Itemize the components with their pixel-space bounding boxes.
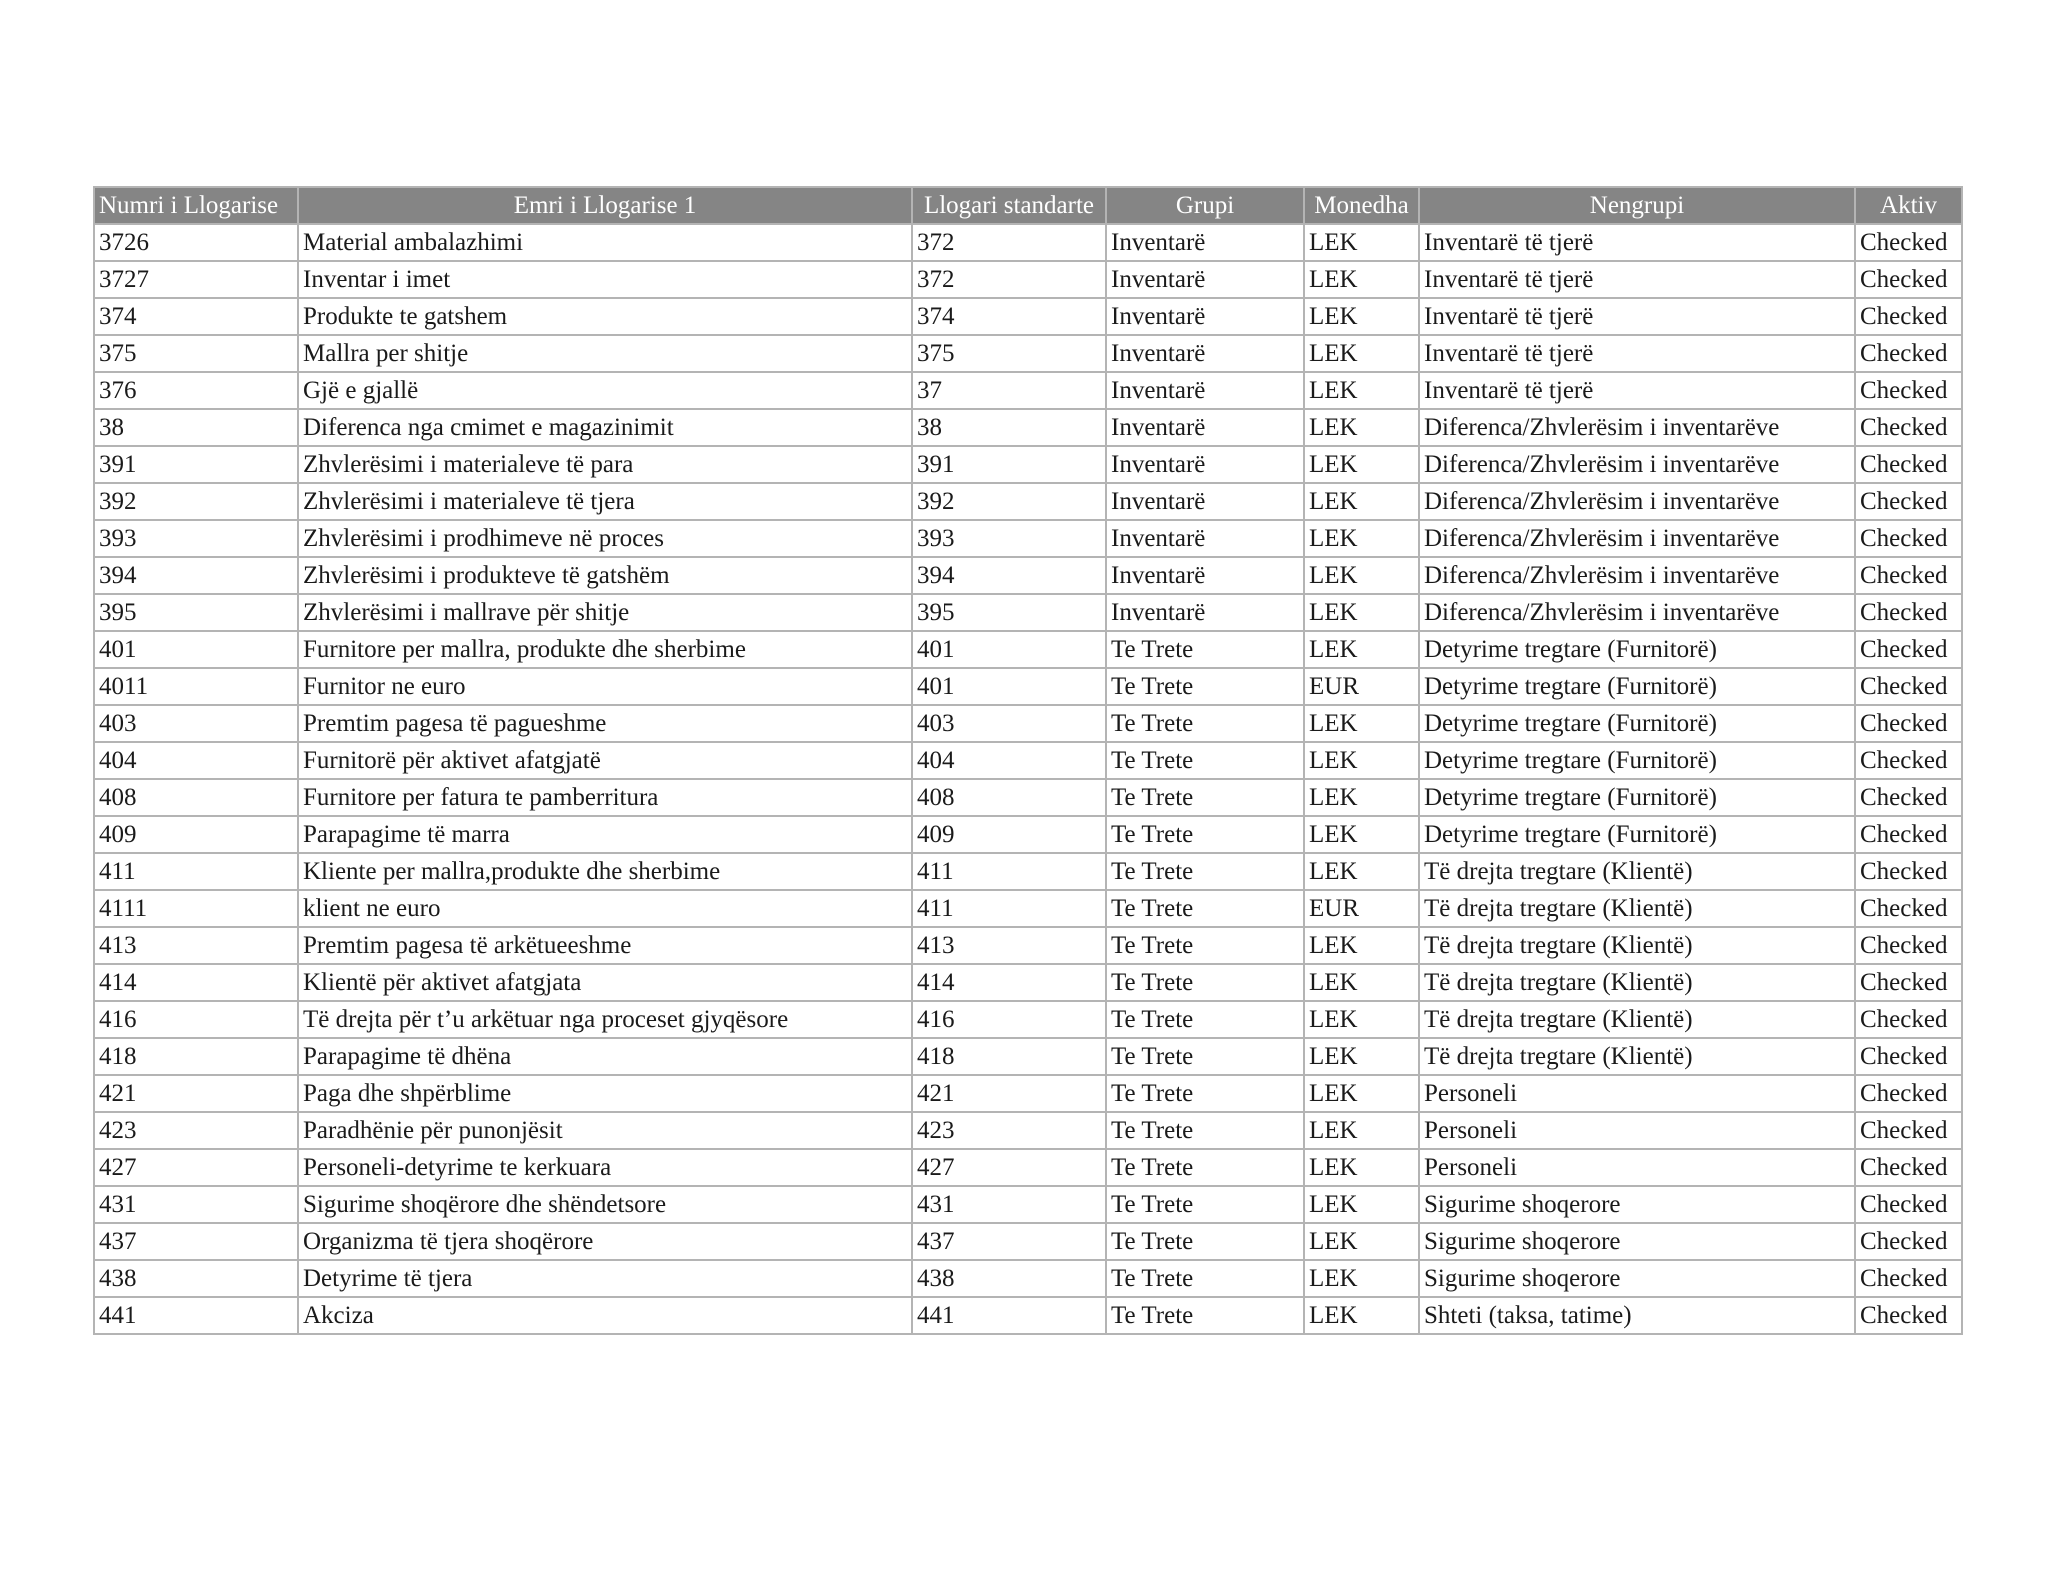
subgroup-cell: Diferenca/Zhvlerësim i inventarëve: [1419, 409, 1855, 446]
group-cell: Te Trete: [1106, 1223, 1304, 1260]
account-name-cell: Sigurime shoqërore dhe shëndetsore: [298, 1186, 912, 1223]
subgroup-cell: Diferenca/Zhvlerësim i inventarëve: [1419, 483, 1855, 520]
column-header-active: Aktiv: [1855, 187, 1962, 224]
account-name-cell: Parapagime të dhëna: [298, 1038, 912, 1075]
active-cell: Checked: [1855, 446, 1962, 483]
subgroup-cell: Të drejta tregtare (Klientë): [1419, 1001, 1855, 1038]
table-row: [94, 853, 1962, 890]
account-name-cell: Organizma të tjera shoqërore: [298, 1223, 912, 1260]
column-header-account-name: Emri i Llogarise 1: [298, 187, 912, 224]
active-cell: Checked: [1855, 372, 1962, 409]
subgroup-cell: Detyrime tregtare (Furnitorë): [1419, 779, 1855, 816]
group-cell: Te Trete: [1106, 1260, 1304, 1297]
standard-account-cell: 416: [912, 1001, 1106, 1038]
account-name-cell: Klientë për aktivet afatgjata: [298, 964, 912, 1001]
currency-cell: LEK: [1304, 853, 1419, 890]
standard-account-cell: 392: [912, 483, 1106, 520]
account-name-cell: Furnitore per mallra, produkte dhe sherbime: [298, 631, 912, 668]
currency-cell: LEK: [1304, 261, 1419, 298]
table-row: [94, 261, 1962, 298]
account-name-cell: Parapagime të marra: [298, 816, 912, 853]
standard-account-cell: 393: [912, 520, 1106, 557]
group-cell: Te Trete: [1106, 890, 1304, 927]
table-row: [94, 779, 1962, 816]
account-number-cell: 431: [94, 1186, 298, 1223]
standard-account-cell: 375: [912, 335, 1106, 372]
subgroup-cell: Detyrime tregtare (Furnitorë): [1419, 705, 1855, 742]
standard-account-cell: 404: [912, 742, 1106, 779]
account-number-cell: 3726: [94, 224, 298, 261]
active-cell: Checked: [1855, 594, 1962, 631]
table-row: [94, 446, 1962, 483]
group-cell: Inventarë: [1106, 520, 1304, 557]
currency-cell: LEK: [1304, 816, 1419, 853]
currency-cell: LEK: [1304, 335, 1419, 372]
account-number-cell: 392: [94, 483, 298, 520]
standard-account-cell: 374: [912, 298, 1106, 335]
standard-account-cell: 421: [912, 1075, 1106, 1112]
column-header-account-number: Numri i Llogarise: [94, 187, 298, 224]
standard-account-cell: 423: [912, 1112, 1106, 1149]
active-cell: Checked: [1855, 853, 1962, 890]
table-row: [94, 1223, 1962, 1260]
standard-account-cell: 372: [912, 224, 1106, 261]
subgroup-cell: Diferenca/Zhvlerësim i inventarëve: [1419, 520, 1855, 557]
group-cell: Te Trete: [1106, 1297, 1304, 1334]
column-header-group: Grupi: [1106, 187, 1304, 224]
subgroup-cell: Të drejta tregtare (Klientë): [1419, 890, 1855, 927]
currency-cell: EUR: [1304, 668, 1419, 705]
group-cell: Te Trete: [1106, 816, 1304, 853]
account-name-cell: Akciza: [298, 1297, 912, 1334]
active-cell: Checked: [1855, 927, 1962, 964]
subgroup-cell: Detyrime tregtare (Furnitorë): [1419, 631, 1855, 668]
account-name-cell: Të drejta për t’u arkëtuar nga proceset gjyqësore: [298, 1001, 912, 1038]
account-name-cell: Kliente per mallra,produkte dhe sherbime: [298, 853, 912, 890]
table-row: [94, 1075, 1962, 1112]
active-cell: Checked: [1855, 557, 1962, 594]
standard-account-cell: 38: [912, 409, 1106, 446]
active-cell: Checked: [1855, 1112, 1962, 1149]
table-row: [94, 483, 1962, 520]
column-header-currency: Monedha: [1304, 187, 1419, 224]
account-number-cell: 393: [94, 520, 298, 557]
standard-account-cell: 401: [912, 631, 1106, 668]
account-number-cell: 4111: [94, 890, 298, 927]
standard-account-cell: 395: [912, 594, 1106, 631]
account-number-cell: 441: [94, 1297, 298, 1334]
group-cell: Inventarë: [1106, 409, 1304, 446]
active-cell: Checked: [1855, 890, 1962, 927]
table-row: [94, 890, 1962, 927]
account-number-cell: 416: [94, 1001, 298, 1038]
account-number-cell: 423: [94, 1112, 298, 1149]
subgroup-cell: Diferenca/Zhvlerësim i inventarëve: [1419, 594, 1855, 631]
standard-account-cell: 437: [912, 1223, 1106, 1260]
group-cell: Inventarë: [1106, 372, 1304, 409]
group-cell: Te Trete: [1106, 1186, 1304, 1223]
currency-cell: LEK: [1304, 1001, 1419, 1038]
table-row: [94, 705, 1962, 742]
account-name-cell: Inventar i imet: [298, 261, 912, 298]
account-name-cell: Zhvlerësimi i produkteve të gatshëm: [298, 557, 912, 594]
group-cell: Te Trete: [1106, 1001, 1304, 1038]
subgroup-cell: Inventarë të tjerë: [1419, 224, 1855, 261]
standard-account-cell: 414: [912, 964, 1106, 1001]
currency-cell: LEK: [1304, 557, 1419, 594]
active-cell: Checked: [1855, 668, 1962, 705]
subgroup-cell: Sigurime shoqerore: [1419, 1260, 1855, 1297]
table-row: [94, 557, 1962, 594]
standard-account-cell: 411: [912, 853, 1106, 890]
group-cell: Te Trete: [1106, 1149, 1304, 1186]
active-cell: Checked: [1855, 520, 1962, 557]
account-number-cell: 438: [94, 1260, 298, 1297]
currency-cell: EUR: [1304, 890, 1419, 927]
group-cell: Te Trete: [1106, 742, 1304, 779]
currency-cell: LEK: [1304, 779, 1419, 816]
accounts-table: [93, 186, 1963, 1335]
subgroup-cell: Detyrime tregtare (Furnitorë): [1419, 668, 1855, 705]
account-number-cell: 395: [94, 594, 298, 631]
subgroup-cell: Diferenca/Zhvlerësim i inventarëve: [1419, 446, 1855, 483]
subgroup-cell: Shteti (taksa, tatime): [1419, 1297, 1855, 1334]
standard-account-cell: 391: [912, 446, 1106, 483]
active-cell: Checked: [1855, 1223, 1962, 1260]
currency-cell: LEK: [1304, 1260, 1419, 1297]
subgroup-cell: Inventarë të tjerë: [1419, 372, 1855, 409]
subgroup-cell: Sigurime shoqerore: [1419, 1223, 1855, 1260]
currency-cell: LEK: [1304, 1223, 1419, 1260]
standard-account-cell: 431: [912, 1186, 1106, 1223]
table-row: [94, 927, 1962, 964]
active-cell: Checked: [1855, 1149, 1962, 1186]
group-cell: Te Trete: [1106, 779, 1304, 816]
account-name-cell: Premtim pagesa të pagueshme: [298, 705, 912, 742]
table-row: [94, 816, 1962, 853]
account-number-cell: 376: [94, 372, 298, 409]
account-name-cell: Gjë e gjallë: [298, 372, 912, 409]
group-cell: Te Trete: [1106, 1038, 1304, 1075]
group-cell: Te Trete: [1106, 853, 1304, 890]
account-number-cell: 414: [94, 964, 298, 1001]
currency-cell: LEK: [1304, 742, 1419, 779]
group-cell: Inventarë: [1106, 594, 1304, 631]
account-name-cell: Material ambalazhimi: [298, 224, 912, 261]
group-cell: Te Trete: [1106, 631, 1304, 668]
table-row: [94, 594, 1962, 631]
subgroup-cell: Sigurime shoqerore: [1419, 1186, 1855, 1223]
standard-account-cell: 427: [912, 1149, 1106, 1186]
subgroup-cell: Diferenca/Zhvlerësim i inventarëve: [1419, 557, 1855, 594]
account-number-cell: 3727: [94, 261, 298, 298]
account-number-cell: 404: [94, 742, 298, 779]
table-row: [94, 335, 1962, 372]
subgroup-cell: Personeli: [1419, 1112, 1855, 1149]
column-header-standard-account: Llogari standarte: [912, 187, 1106, 224]
standard-account-cell: 418: [912, 1038, 1106, 1075]
subgroup-cell: Inventarë të tjerë: [1419, 335, 1855, 372]
table-row: [94, 742, 1962, 779]
standard-account-cell: 37: [912, 372, 1106, 409]
account-name-cell: Paga dhe shpërblime: [298, 1075, 912, 1112]
active-cell: Checked: [1855, 335, 1962, 372]
active-cell: Checked: [1855, 1260, 1962, 1297]
currency-cell: LEK: [1304, 1297, 1419, 1334]
active-cell: Checked: [1855, 1038, 1962, 1075]
account-number-cell: 427: [94, 1149, 298, 1186]
active-cell: Checked: [1855, 261, 1962, 298]
group-cell: Inventarë: [1106, 335, 1304, 372]
currency-cell: LEK: [1304, 1149, 1419, 1186]
column-header-subgroup: Nengrupi: [1419, 187, 1855, 224]
account-name-cell: Furnitorë për aktivet afatgjatë: [298, 742, 912, 779]
currency-cell: LEK: [1304, 1186, 1419, 1223]
account-name-cell: Detyrime të tjera: [298, 1260, 912, 1297]
table-row: [94, 1297, 1962, 1334]
active-cell: Checked: [1855, 224, 1962, 261]
group-cell: Te Trete: [1106, 964, 1304, 1001]
table-row: [94, 964, 1962, 1001]
table-header: [94, 187, 1962, 224]
standard-account-cell: 403: [912, 705, 1106, 742]
subgroup-cell: Detyrime tregtare (Furnitorë): [1419, 816, 1855, 853]
active-cell: Checked: [1855, 816, 1962, 853]
active-cell: Checked: [1855, 409, 1962, 446]
currency-cell: LEK: [1304, 483, 1419, 520]
group-cell: Te Trete: [1106, 705, 1304, 742]
table-row: [94, 1260, 1962, 1297]
table-row: [94, 1186, 1962, 1223]
standard-account-cell: 372: [912, 261, 1106, 298]
account-name-cell: Produkte te gatshem: [298, 298, 912, 335]
currency-cell: LEK: [1304, 1112, 1419, 1149]
active-cell: Checked: [1855, 298, 1962, 335]
standard-account-cell: 409: [912, 816, 1106, 853]
account-number-cell: 374: [94, 298, 298, 335]
group-cell: Inventarë: [1106, 224, 1304, 261]
currency-cell: LEK: [1304, 1038, 1419, 1075]
currency-cell: LEK: [1304, 224, 1419, 261]
table-row: [94, 1112, 1962, 1149]
header-row: [94, 187, 1962, 224]
active-cell: Checked: [1855, 1297, 1962, 1334]
account-number-cell: 421: [94, 1075, 298, 1112]
account-name-cell: Furnitore per fatura te pamberritura: [298, 779, 912, 816]
table-body: [94, 224, 1962, 1334]
account-number-cell: 403: [94, 705, 298, 742]
currency-cell: LEK: [1304, 372, 1419, 409]
subgroup-cell: Personeli: [1419, 1149, 1855, 1186]
subgroup-cell: Detyrime tregtare (Furnitorë): [1419, 742, 1855, 779]
table-row: [94, 520, 1962, 557]
account-name-cell: Furnitor ne euro: [298, 668, 912, 705]
active-cell: Checked: [1855, 705, 1962, 742]
table-row: [94, 224, 1962, 261]
subgroup-cell: Inventarë të tjerë: [1419, 261, 1855, 298]
group-cell: Te Trete: [1106, 927, 1304, 964]
account-name-cell: Paradhënie për punonjësit: [298, 1112, 912, 1149]
active-cell: Checked: [1855, 631, 1962, 668]
standard-account-cell: 413: [912, 927, 1106, 964]
account-name-cell: Personeli-detyrime te kerkuara: [298, 1149, 912, 1186]
account-number-cell: 38: [94, 409, 298, 446]
account-name-cell: Zhvlerësimi i mallrave për shitje: [298, 594, 912, 631]
group-cell: Inventarë: [1106, 446, 1304, 483]
standard-account-cell: 441: [912, 1297, 1106, 1334]
currency-cell: LEK: [1304, 927, 1419, 964]
active-cell: Checked: [1855, 483, 1962, 520]
subgroup-cell: Të drejta tregtare (Klientë): [1419, 853, 1855, 890]
group-cell: Te Trete: [1106, 1112, 1304, 1149]
account-name-cell: Zhvlerësimi i materialeve të tjera: [298, 483, 912, 520]
table-row: [94, 409, 1962, 446]
subgroup-cell: Të drejta tregtare (Klientë): [1419, 927, 1855, 964]
subgroup-cell: Personeli: [1419, 1075, 1855, 1112]
table-row: [94, 668, 1962, 705]
account-number-cell: 413: [94, 927, 298, 964]
currency-cell: LEK: [1304, 298, 1419, 335]
active-cell: Checked: [1855, 742, 1962, 779]
subgroup-cell: Inventarë të tjerë: [1419, 298, 1855, 335]
standard-account-cell: 411: [912, 890, 1106, 927]
active-cell: Checked: [1855, 1075, 1962, 1112]
account-number-cell: 411: [94, 853, 298, 890]
currency-cell: LEK: [1304, 705, 1419, 742]
account-name-cell: Zhvlerësimi i materialeve të para: [298, 446, 912, 483]
group-cell: Inventarë: [1106, 483, 1304, 520]
subgroup-cell: Të drejta tregtare (Klientë): [1419, 964, 1855, 1001]
group-cell: Inventarë: [1106, 557, 1304, 594]
account-number-cell: 401: [94, 631, 298, 668]
account-name-cell: Premtim pagesa të arkëtueeshme: [298, 927, 912, 964]
currency-cell: LEK: [1304, 631, 1419, 668]
account-number-cell: 394: [94, 557, 298, 594]
standard-account-cell: 438: [912, 1260, 1106, 1297]
account-name-cell: Mallra per shitje: [298, 335, 912, 372]
account-number-cell: 375: [94, 335, 298, 372]
table-row: [94, 631, 1962, 668]
standard-account-cell: 401: [912, 668, 1106, 705]
account-name-cell: klient ne euro: [298, 890, 912, 927]
account-number-cell: 391: [94, 446, 298, 483]
account-number-cell: 409: [94, 816, 298, 853]
group-cell: Inventarë: [1106, 298, 1304, 335]
active-cell: Checked: [1855, 1001, 1962, 1038]
group-cell: Inventarë: [1106, 261, 1304, 298]
active-cell: Checked: [1855, 779, 1962, 816]
account-number-cell: 418: [94, 1038, 298, 1075]
account-number-cell: 4011: [94, 668, 298, 705]
currency-cell: LEK: [1304, 964, 1419, 1001]
standard-account-cell: 408: [912, 779, 1106, 816]
currency-cell: LEK: [1304, 409, 1419, 446]
table-row: [94, 1149, 1962, 1186]
subgroup-cell: Të drejta tregtare (Klientë): [1419, 1038, 1855, 1075]
currency-cell: LEK: [1304, 1075, 1419, 1112]
account-name-cell: Zhvlerësimi i prodhimeve në proces: [298, 520, 912, 557]
group-cell: Te Trete: [1106, 668, 1304, 705]
active-cell: Checked: [1855, 964, 1962, 1001]
account-number-cell: 408: [94, 779, 298, 816]
currency-cell: LEK: [1304, 446, 1419, 483]
group-cell: Te Trete: [1106, 1075, 1304, 1112]
table-row: [94, 1038, 1962, 1075]
active-cell: Checked: [1855, 1186, 1962, 1223]
currency-cell: LEK: [1304, 594, 1419, 631]
account-name-cell: Diferenca nga cmimet e magazinimit: [298, 409, 912, 446]
account-number-cell: 437: [94, 1223, 298, 1260]
table-row: [94, 372, 1962, 409]
table-row: [94, 298, 1962, 335]
currency-cell: LEK: [1304, 520, 1419, 557]
standard-account-cell: 394: [912, 557, 1106, 594]
table-row: [94, 1001, 1962, 1038]
